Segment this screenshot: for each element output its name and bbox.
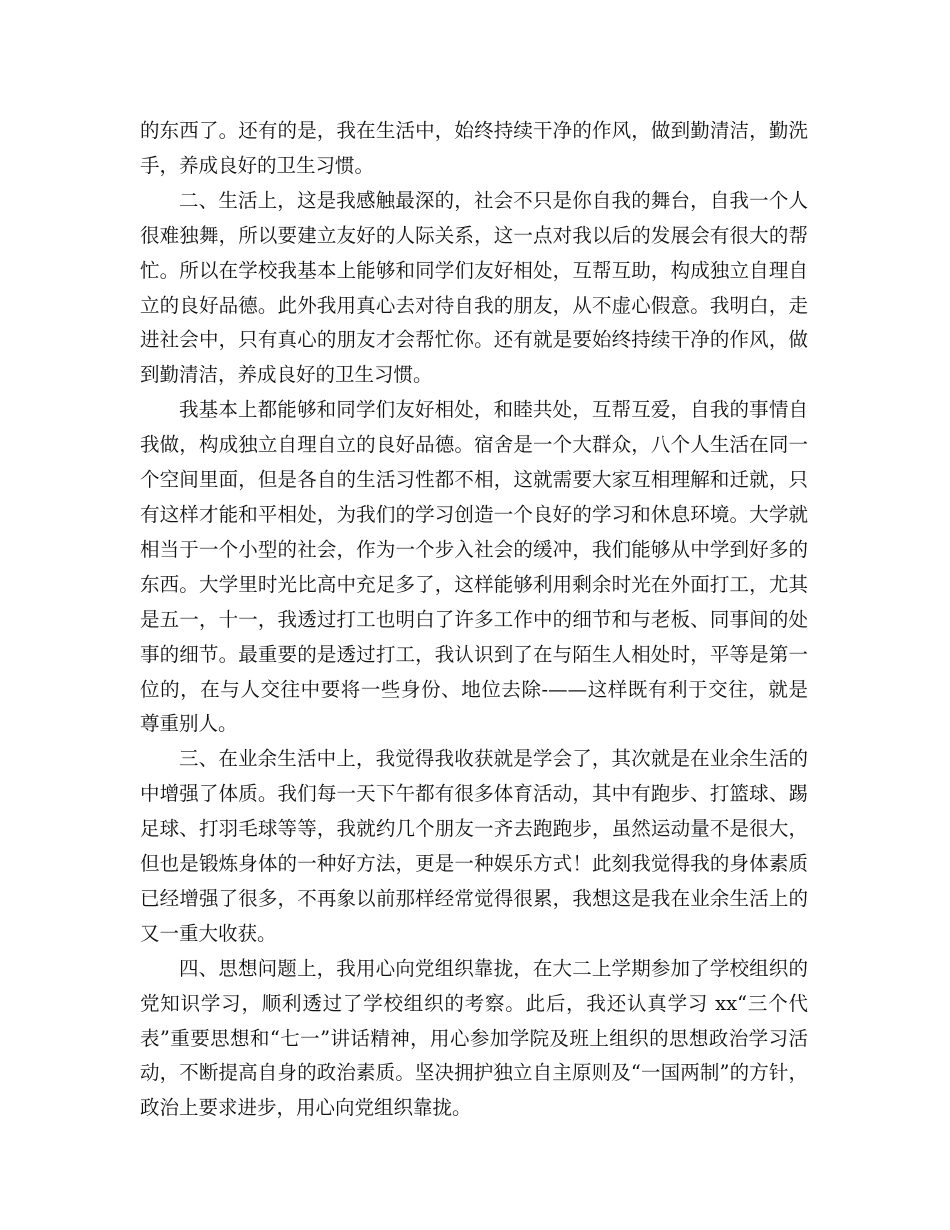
paragraph-life: 二、生活上，这是我感触最深的，社会不只是你自我的舞台，自我一个人很难独舞，所以要建立友好的人际关系，这一点对我以后的发展会有很大的帮忙。所以在学校我基本上能够和同学们友好相处，互帮互助，构成独立自理自立的良好品德。此外我用真心去对待自我的朋友，从不虚心假意。我明白，走进社会中，只有真心的朋友才会帮忙你。还有就是要始终持续干净的作风，做到勤清洁，养成良好的卫生习惯。 [140,188,808,387]
paragraph-leisure: 三、在业余生活中上，我觉得我收获就是学会了，其次就是在业余生活的中增强了体质。我们每一天下午都有很多体育活动，其中有跑步、打篮球、踢足球、打羽毛球等等，我就约几个朋友一齐去跑跑步，虽然运动量不是很大，但也是锻炼身体的一种好方法，更是一种娱乐方式！此刻我觉得我的身体素质已经增强了很多，不再象以前那样经常觉得很累，我想这是我在业余生活上的又一重大收获。 [140,747,808,945]
paragraph-dorm-and-work: 我基本上都能够和同学们友好相处，和睦共处，互帮互爱，自我的事情自我做，构成独立自理自立的良好品德。宿舍是一个大群众，八个人生活在同一个空间里面，但是各自的生活习性都不相，这就需要大家互相理解和迁就，只有这样才能和平相处，为我们的学习创造一个良好的学习和休息环境。大学就相当于一个小型的社会，作为一个步入社会的缓冲，我们能够从中学到好多的东西。大学里时光比高中充足多了，这样能够利用剩余时光在外面打工，尤其是五一，十一，我透过打工也明白了许多工作中的细节和与老板、同事间的处事的细节。最重要的是透过打工，我认识到了在与陌生人相处时，平等是第一位的，在与人交往中要将一些身份、地位去除-——这样既有利于交往，就是尊重别人。 [140,398,808,736]
paragraph-continuation: 的东西了。还有的是，我在生活中，始终持续干净的作风，做到勤清洁，勤洗手，养成良好的卫生习惯。 [140,119,808,177]
document-body [140,114,808,1126]
paragraph-ideology: 四、思想问题上，我用心向党组织靠拢，在大二上学期参加了学校组织的党知识学习，顺利透过了学校组织的考察。此后，我还认真学习 xx“三个代表”重要思想和“七一”讲话精神，用心参加学院及班上组织的思想政治学习活动，不断提高自身的政治素质。坚决拥护独立自主原则及“一国两制”的方针，政治上要求进步，用心向党组织靠拢。 [140,956,808,1120]
